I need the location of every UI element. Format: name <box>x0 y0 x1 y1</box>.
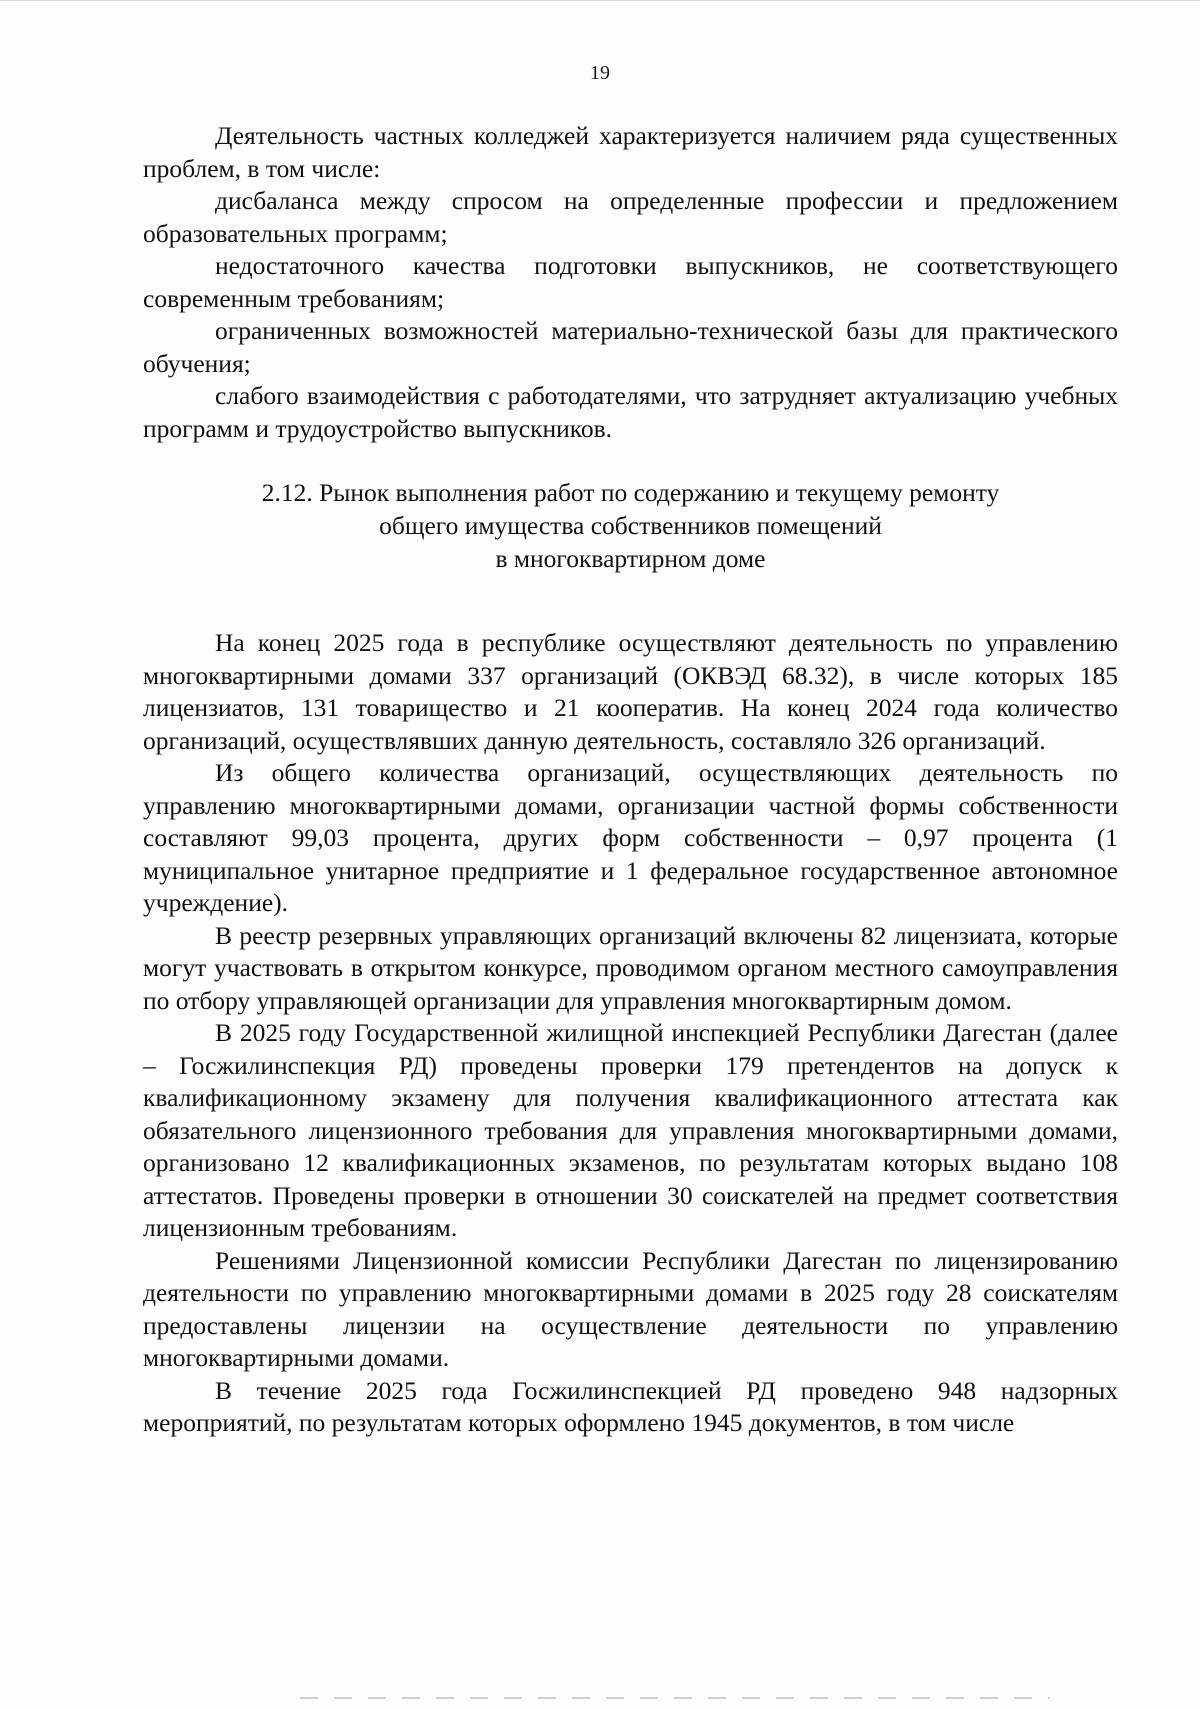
paragraph: слабого взаимодействия с работодателями, что затрудняет актуализацию учебных программ и трудоустройство выпускников. <box>143 381 1118 443</box>
paragraph: недостаточного качества подготовки выпускников, не соответствующего современным требованиям; <box>143 251 1118 313</box>
section-heading-line: в многоквартирном доме <box>495 544 766 573</box>
page-number: 19 <box>590 62 610 84</box>
section-heading-line: общего имущества собственников помещений <box>379 511 882 540</box>
section-heading-line: 2.12. Рынок выполнения работ по содержанию и текущему ремонту <box>261 478 1000 507</box>
scan-edge-line <box>0 0 1200 1</box>
paragraph: Из общего количества организаций, осуществляющих деятельность по управлению многоквартирными домами, организации частной формы собственности составляют 99,03 процента, других форм собственности – 0,97 процента (1 муниципальное унитарное предприятие и 1 федеральное государственное автономное учреждение). <box>143 758 1118 917</box>
paragraph: дисбаланса между спросом на определенные профессии и предложением образовательных программ; <box>143 186 1118 248</box>
paragraph: В течение 2025 года Госжилинспекцией РД проведено 948 надзорных мероприятий, по результатам которых оформлено 1945 документов, в том числе <box>143 1375 1118 1437</box>
paragraph: ограниченных возможностей материально-технической базы для практического обучения; <box>143 316 1118 378</box>
scan-noise-line <box>300 1697 1050 1699</box>
section-heading <box>143 476 1118 575</box>
paragraph: В 2025 году Государственной жилищной инспекцией Республики Дагестан (далее – Госжилинспекция РД) проведены проверки 179 претендентов на допуск к квалификационному экзамену для получения квалификационного аттестата как обязательного лицензионного требования для управления многоквартирными домами, организовано 12 квалификационных экзаменов, по результатам которых выдано 108 аттестатов. Проведены проверки в отношении 30 соискателей на предмет соответствия лицензионным требованиям. <box>143 1018 1118 1242</box>
paragraph: В реестр резервных управляющих организаций включены 82 лицензиата, которые могут участвовать в открытом конкурсе, проводимом органом местного самоуправления по отбору управляющей организации для управления многоквартирным домом. <box>143 920 1118 1015</box>
paragraph: Решениями Лицензионной комиссии Республики Дагестан по лицензированию деятельности по управлению многоквартирными домами в 2025 году 28 соискателям предоставлены лицензии на осуществление деятельности по управлению многоквартирными домами. <box>143 1245 1118 1372</box>
document-body <box>143 120 1118 1440</box>
paragraph: Деятельность частных колледжей характеризуется наличием ряда существенных проблем, в том числе: <box>143 121 1118 183</box>
paragraph: На конец 2025 года в республике осуществляют деятельность по управлению многоквартирными домами 337 организаций (ОКВЭД 68.32), в числе которых 185 лицензиатов, 131 товарищество и 21 кооператив. На конец 2024 года количество организаций, осуществлявших данную деятельность, составляло 326 организаций. <box>143 628 1118 755</box>
